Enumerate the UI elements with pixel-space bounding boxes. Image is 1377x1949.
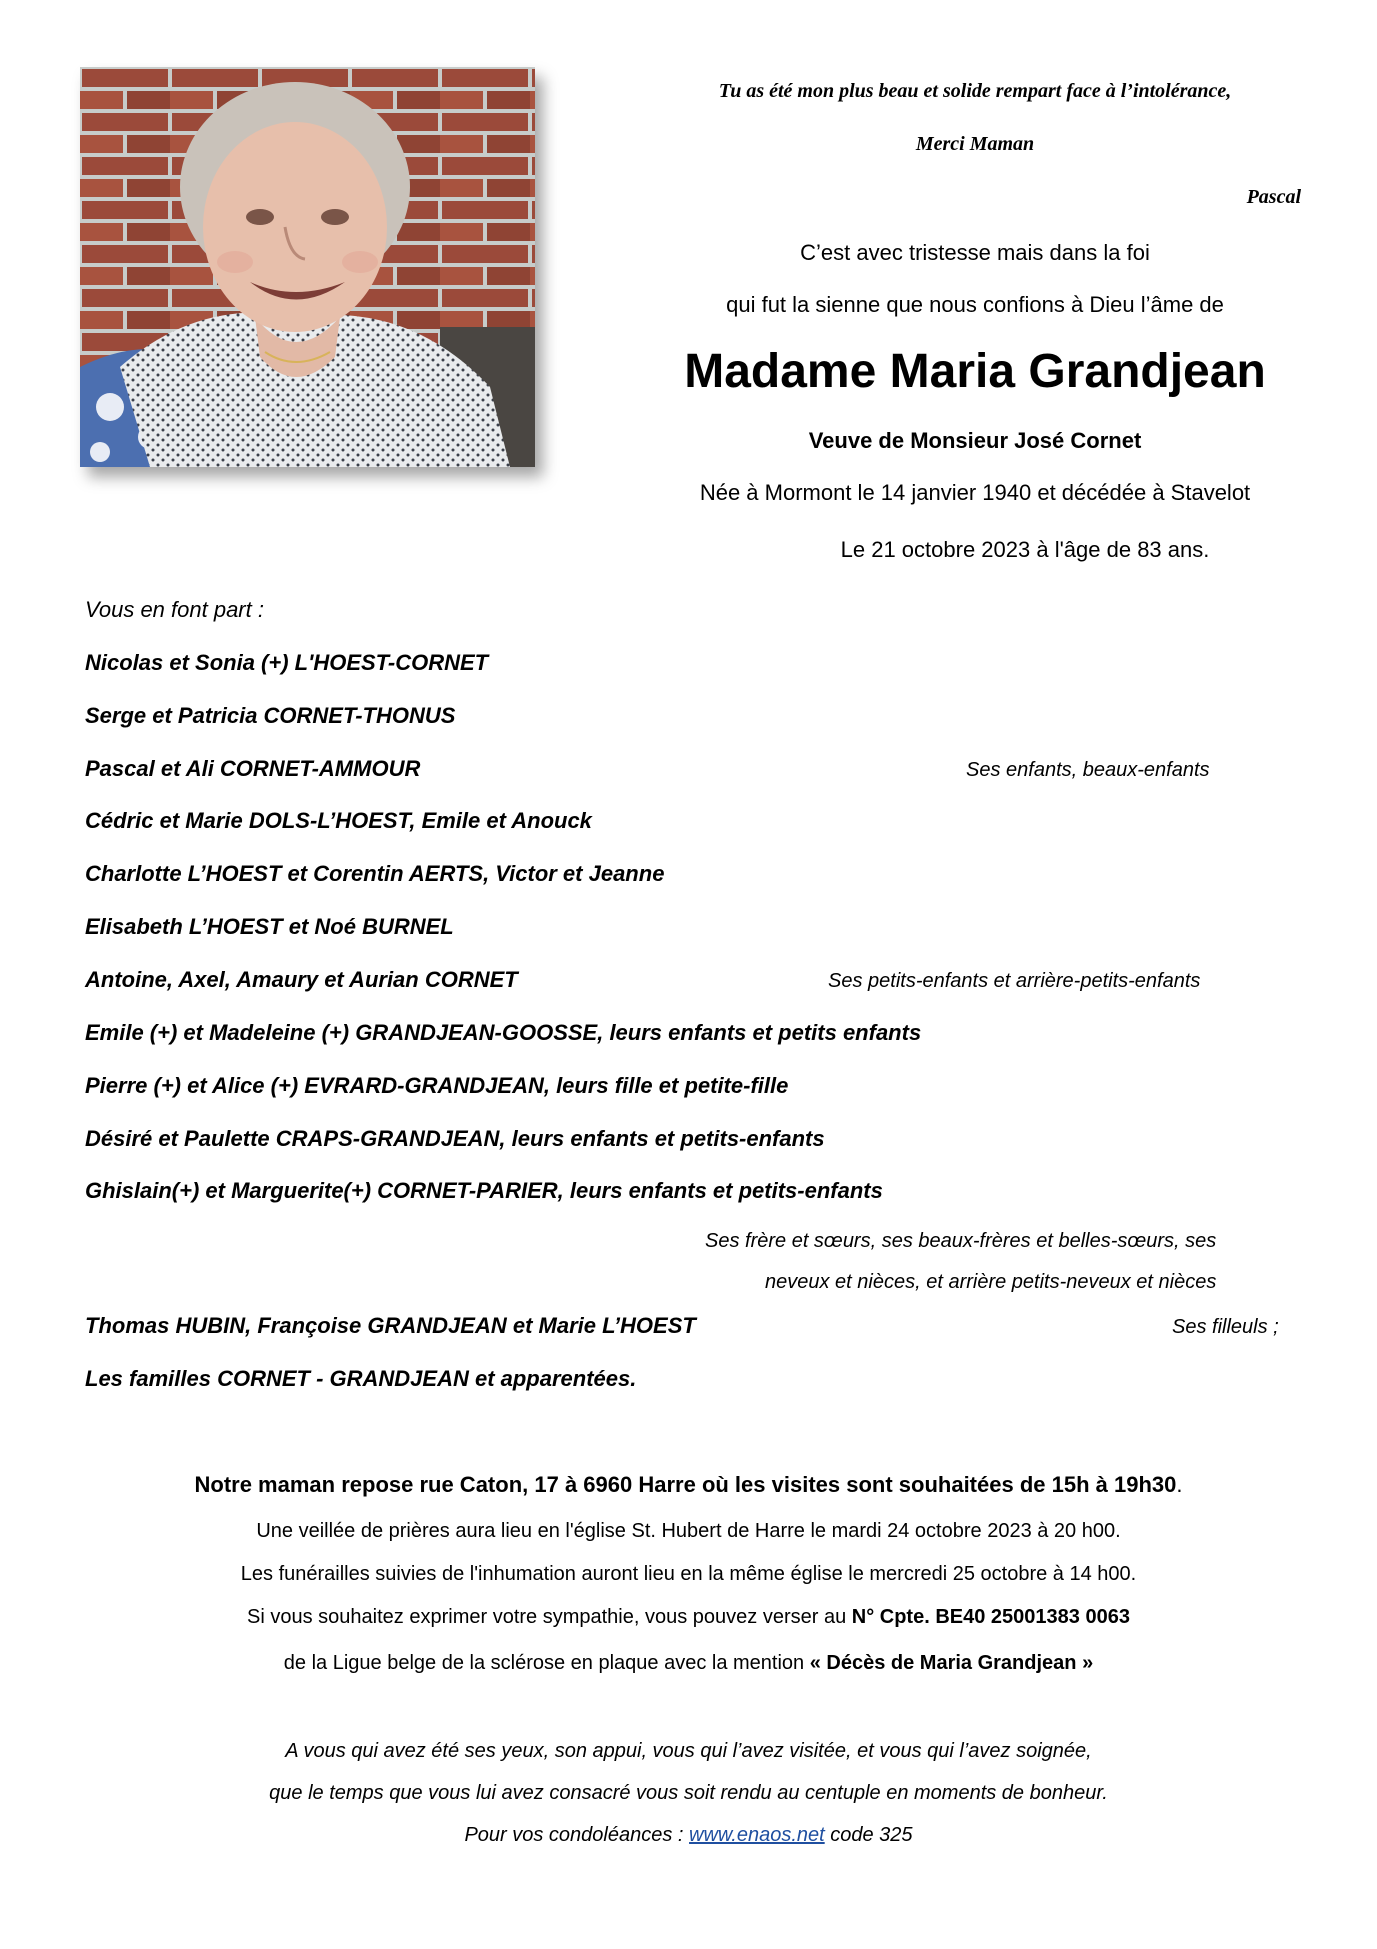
- widow-of: Veuve de Monsieur José Cornet: [808, 428, 1142, 453]
- portrait-illustration: [80, 67, 535, 467]
- donation-mention: « Décès de Maria Grandjean »: [809, 1652, 1094, 1674]
- closing-line-1: A vous qui avez été ses yeux, son appui, vous qui l’avez visitée, et vous qui l’avez soignée,: [285, 1740, 1092, 1762]
- family-line: Pierre (+) et Alice (+) EVRARD-GRANDJEAN, leurs fille et petite-fille: [85, 1073, 789, 1098]
- family-line: Elisabeth L’HOEST et Noé BURNEL: [85, 914, 454, 939]
- rest-place-text: Notre maman repose rue Caton, 17 à 6960 Harre où les visites sont souhaitées de 15h à 19h30: [194, 1472, 1177, 1497]
- closing-line-2: que le temps que vous lui avez consacré vous soit rendu au centuple en moments de bonheur.: [269, 1782, 1108, 1804]
- condolences-prefix: Pour vos condoléances :: [464, 1824, 690, 1846]
- family-line: Les familles CORNET - GRANDJEAN et apparentées.: [85, 1366, 637, 1391]
- bank-account: N° Cpte. BE40 25001383 0063: [851, 1606, 1130, 1628]
- funeral-info: Les funérailles suivies de l'inhumation auront lieu en la même église le mercredi 25 octobre à 14 h00.: [240, 1563, 1137, 1585]
- intro-line-2: qui fut la sienne que nous confions à Dieu l’âme de: [726, 292, 1224, 317]
- family-intro: Vous en font part :: [85, 597, 264, 622]
- rest-place: [0, 1472, 1377, 1498]
- relation-siblings-line-2: neveux et nièces, et arrière petits-neveux et nièces: [765, 1271, 1217, 1293]
- sympathy-text: Si vous souhaitez exprimer votre sympathie, vous pouvez verser au: [247, 1606, 852, 1628]
- family-line: Antoine, Axel, Amaury et Aurian CORNET: [85, 967, 518, 992]
- condolences-suffix: code 325: [824, 1824, 913, 1846]
- rest-place-period: .: [1176, 1472, 1183, 1497]
- relation-siblings-line-1: Ses frère et sœurs, ses beaux-frères et belles-sœurs, ses: [705, 1230, 1217, 1252]
- vigil-info: Une veillée de prières aura lieu en l'église St. Hubert de Harre le mardi 24 octobre 2023 à 20 h00.: [256, 1520, 1121, 1542]
- intro-line-1: C’est avec tristesse mais dans la foi: [800, 240, 1150, 265]
- family-line: Thomas HUBIN, Françoise GRANDJEAN et Marie L’HOEST: [85, 1313, 696, 1338]
- family-line: Désiré et Paulette CRAPS-GRANDJEAN, leurs enfants et petits-enfants: [85, 1126, 825, 1151]
- sympathy-info: [0, 1606, 1377, 1629]
- family-line: Pascal et Ali CORNET-AMMOUR: [85, 756, 421, 781]
- family-line: Ghislain(+) et Marguerite(+) CORNET-PARIER, leurs enfants et petits-enfants: [85, 1178, 883, 1203]
- family-line: Serge et Patricia CORNET-THONUS: [85, 703, 456, 728]
- condolences-website-link[interactable]: www.enaos.net: [689, 1824, 825, 1846]
- family-line: Nicolas et Sonia (+) L'HOEST-CORNET: [85, 650, 489, 675]
- dedication-line-1: Tu as été mon plus beau et solide rempart face à l’intolérance,: [718, 80, 1232, 102]
- deceased-name: Madame Maria Grandjean: [684, 345, 1266, 398]
- birth-death-line: Née à Mormont le 14 janvier 1940 et décédée à Stavelot: [699, 480, 1251, 505]
- family-line: Emile (+) et Madeleine (+) GRANDJEAN-GOOSSE, leurs enfants et petits enfants: [85, 1020, 922, 1045]
- relation-godchildren: Ses filleuls ;: [1172, 1316, 1279, 1338]
- dedication-signature: Pascal: [1246, 186, 1301, 208]
- family-line: Cédric et Marie DOLS-L’HOEST, Emile et Anouck: [85, 808, 592, 833]
- portrait-photo: [80, 67, 535, 467]
- league-text: de la Ligue belge de la sclérose en plaque avec la mention: [283, 1652, 810, 1674]
- condolences-line: [0, 1824, 1377, 1847]
- relation-grandchildren: Ses petits-enfants et arrière-petits-enfants: [828, 970, 1201, 992]
- family-line: Charlotte L’HOEST et Corentin AERTS, Victor et Jeanne: [85, 861, 665, 886]
- death-date-line: Le 21 octobre 2023 à l'âge de 83 ans.: [840, 537, 1210, 562]
- league-info: [0, 1652, 1377, 1675]
- dedication-line-2: Merci Maman: [915, 133, 1035, 155]
- relation-children: Ses enfants, beaux-enfants: [966, 759, 1210, 781]
